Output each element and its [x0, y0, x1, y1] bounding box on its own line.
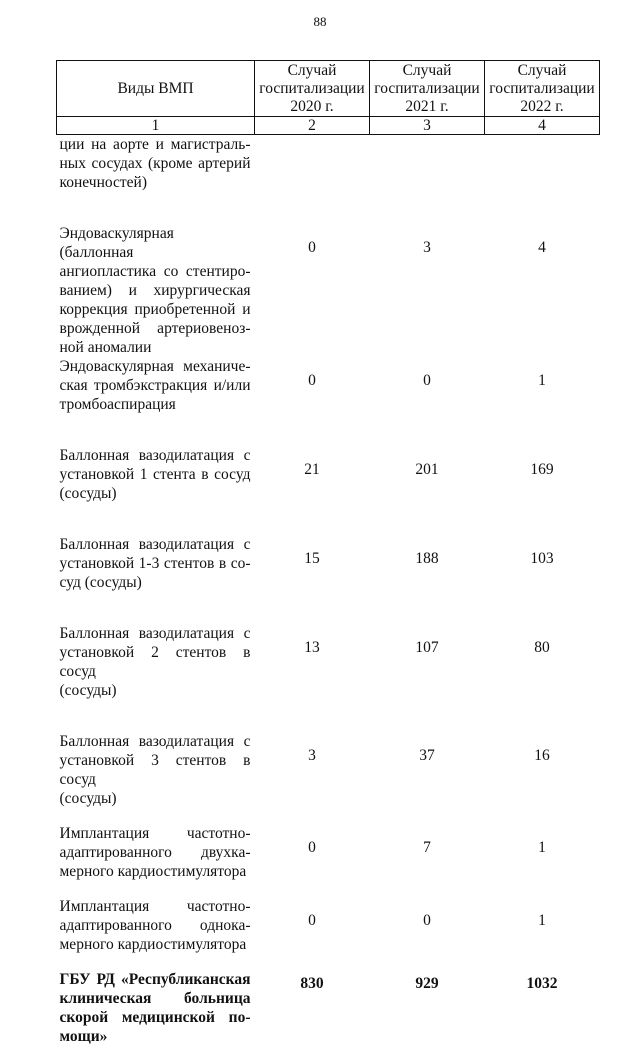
table-row [57, 135, 600, 225]
vmp-type-line: мерного кардиостимулятора [59, 863, 247, 880]
vmp-type-line: Баллонная вазодилатация с [59, 733, 251, 750]
vmp-type-line: ной аномалии [59, 339, 152, 356]
vmp-type-line: (сосуды) [59, 790, 117, 807]
vmp-type-line: тромбоаспирация [59, 396, 176, 413]
header-2021: Случай госпитализации 2021 г. [370, 61, 485, 117]
table-row [57, 535, 600, 624]
value-2020: 3 [308, 747, 316, 764]
total-row [57, 970, 600, 1046]
value-2021: 107 [415, 639, 439, 656]
vmp-type-line: установкой 1 стента в сосуд [59, 466, 251, 483]
vmp-type-line: адаптированного однока- [59, 917, 251, 934]
table-row [57, 897, 600, 970]
vmp-type-line: (сосуды) [59, 682, 117, 699]
value-2021: 188 [415, 550, 439, 567]
value-2022: 1 [538, 912, 546, 929]
table-row [57, 357, 600, 446]
vmp-type-line: ванием) и хирургическая [59, 282, 251, 299]
vmp-type-line: клиническая больница [59, 990, 251, 1007]
vmp-type-line: установкой 3 стентов в сосуд [59, 752, 251, 788]
vmp-table [56, 60, 600, 1046]
vmp-type-line: адаптированного двухка- [59, 844, 251, 861]
vmp-type-cell [57, 135, 255, 225]
value-2022: 1 [538, 372, 546, 389]
table-row [57, 224, 600, 357]
value-2021: 0 [423, 372, 431, 389]
vmp-type-line: врожденной артериовеноз- [59, 320, 251, 337]
value-2021 [370, 135, 485, 225]
vmp-type-cell [57, 624, 255, 732]
vmp-type-line: суд (сосуды) [59, 574, 142, 591]
vmp-type-line: Имплантация частотно- [59, 825, 251, 842]
value-2020: 0 [308, 239, 316, 256]
value-2020: 15 [304, 550, 320, 567]
value-2022: 4 [538, 239, 546, 256]
value-2022: 1 [538, 839, 546, 856]
vmp-type-line: Баллонная вазодилатация с [59, 536, 251, 553]
header-row [57, 61, 600, 117]
value-2021: 3 [423, 239, 431, 256]
value-2020: 0 [308, 839, 316, 856]
vmp-type-line: ных сосудах (кроме артерий [59, 155, 251, 172]
vmp-type-line: мерного кардиостимулятора [59, 936, 247, 953]
value-2021: 7 [423, 839, 431, 856]
header-2022: Случай госпитализации 2022 г. [485, 61, 600, 117]
vmp-type-line: скорой медицинской по- [59, 1009, 251, 1026]
vmp-type-cell [57, 224, 255, 357]
vmp-type-line: Имплантация частотно- [59, 898, 251, 915]
column-number: 3 [370, 117, 485, 135]
value-2020: 0 [308, 372, 316, 389]
value-2022: 169 [530, 461, 554, 478]
value-2020 [255, 135, 370, 225]
column-number-row [57, 117, 600, 135]
vmp-type-line: Баллонная вазодилатация с [59, 447, 251, 464]
column-number: 4 [485, 117, 600, 135]
vmp-type-line: мощи» [59, 1028, 108, 1045]
vmp-type-line: ская тромбэкстракция и/или [59, 377, 251, 394]
vmp-type-cell [57, 446, 255, 535]
value-2020: 21 [304, 461, 320, 478]
vmp-type-line: установкой 2 стентов в сосуд [59, 644, 251, 680]
value-2022: 1032 [526, 975, 558, 992]
value-2020: 13 [304, 639, 320, 656]
vmp-type-line: конечностей) [59, 174, 147, 191]
vmp-type-cell [57, 897, 255, 970]
value-2020: 0 [308, 912, 316, 929]
vmp-type-cell [57, 732, 255, 824]
table-row [57, 624, 600, 732]
vmp-type-line: ангиопластика со стентиро- [59, 263, 251, 280]
vmp-type-line: ГБУ РД «Республиканская [59, 971, 251, 988]
value-2021: 0 [423, 912, 431, 929]
value-2022: 103 [530, 550, 554, 567]
vmp-type-line: Эндоваскулярная механиче- [59, 358, 251, 375]
vmp-type-cell [57, 535, 255, 624]
value-2022 [485, 135, 600, 225]
vmp-type-cell [57, 824, 255, 897]
vmp-type-cell [57, 357, 255, 446]
vmp-type-line: (сосуды) [59, 485, 117, 502]
vmp-type-line: установкой 1-3 стентов в со- [59, 555, 251, 572]
column-number: 2 [255, 117, 370, 135]
vmp-type-line: Баллонная вазодилатация с [59, 625, 251, 642]
value-2021: 37 [419, 747, 435, 764]
value-2022: 80 [534, 639, 550, 656]
header-vmp-types: Виды ВМП [57, 61, 255, 117]
vmp-type-cell [57, 970, 255, 1046]
header-2020: Случай госпитализации 2020 г. [255, 61, 370, 117]
vmp-type-line: ции на аорте и магистраль- [59, 136, 251, 153]
column-number: 1 [57, 117, 255, 135]
table-row [57, 446, 600, 535]
page-number: 88 [313, 14, 327, 29]
value-2021: 929 [415, 975, 439, 992]
vmp-type-line: коррекция приобретенной и [59, 301, 251, 318]
value-2021: 201 [415, 461, 439, 478]
value-2020: 830 [300, 975, 324, 992]
value-2022: 16 [534, 747, 550, 764]
table-row [57, 824, 600, 897]
vmp-type-line: Эндоваскулярная (баллонная [59, 225, 174, 261]
table-row [57, 732, 600, 824]
